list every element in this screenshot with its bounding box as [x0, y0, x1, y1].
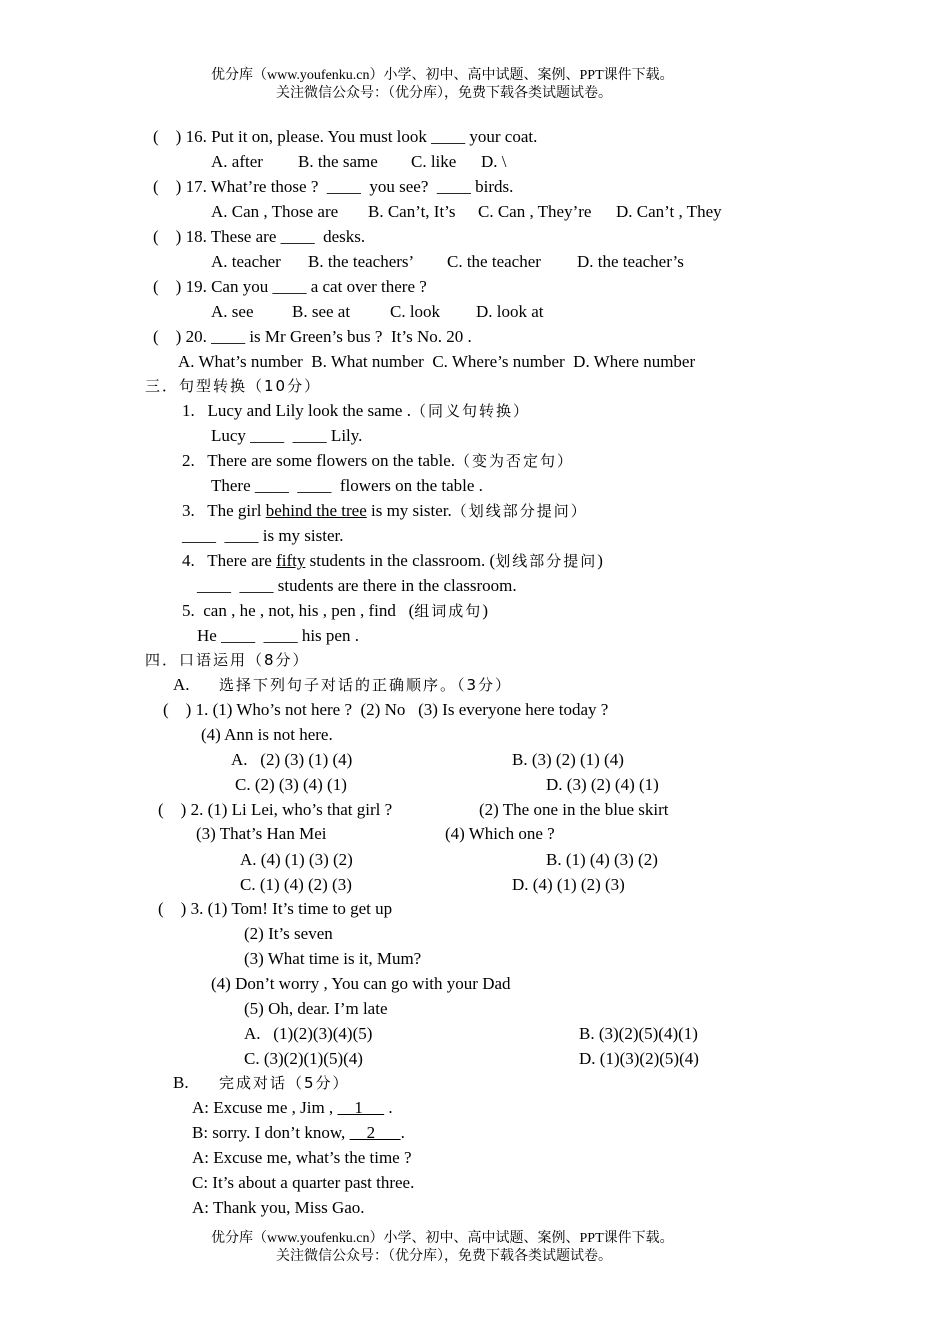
s4-q2-option-a: A. (4) (1) (3) (2) [240, 850, 353, 869]
q20-stem: ( ) 20. ____ is Mr Green’s bus ? It’s No. 20 . [153, 327, 472, 346]
q16-option-a: A. after [211, 152, 263, 171]
q18-option-b: B. the teachers’ [308, 252, 415, 271]
s3-q3-answer: ____ ____ is my sister. [182, 526, 344, 545]
s4-part-a-letter: A. [173, 675, 190, 694]
s4-q2-option-b: B. (1) (4) (3) (2) [546, 850, 658, 869]
q16-option-b: B. the same [298, 152, 378, 171]
s4-q3-sentence-2: (2) It’s seven [244, 924, 333, 943]
s4-q2-line-2b: (4) Which one ? [445, 824, 555, 843]
s3-q1-line [182, 401, 530, 421]
s4-part-a-title: 选择下列句子对话的正确顺序。（3分） [219, 676, 513, 694]
footer-line-2: 关注微信公众号：（优分库），免费下载各类试题试卷。 [276, 1249, 612, 1264]
q17-option-d: D. Can’t , They [616, 202, 722, 221]
q18-option-a: A. teacher [211, 252, 281, 271]
s3-q3-underlined: behind the tree [265, 501, 367, 520]
footer-line-1: 优分库（www.youfenku.cn）小学、初中、高中试题、案例、PPT课件下载。 [211, 1231, 674, 1246]
s4-q1-line-2: (4) Ann is not here. [201, 725, 333, 744]
s4-q2-line-1b: (2) The one in the blue skirt [479, 800, 669, 819]
dialog-line-2 [192, 1123, 405, 1143]
q17-option-c: C. Can , They’re [478, 202, 592, 221]
s3-q4-answer: ____ ____ students are there in the classroom. [197, 576, 517, 595]
s3-q2-answer: There ____ ____ flowers on the table . [211, 476, 483, 495]
s4-q3-option-a: A. (1)(2)(3)(4)(5) [244, 1024, 373, 1043]
s3-q1-instruction: （同义句转换） [410, 402, 530, 420]
s3-q4-instruction: 划线部分提问 [495, 552, 598, 570]
header-line-1: 优分库（www.youfenku.cn）小学、初中、高中试题、案例、PPT课件下载。 [211, 68, 674, 83]
q19-option-b: B. see at [292, 302, 351, 321]
q17-option-a: A. Can , Those are [211, 202, 339, 221]
dialog-line-1 [192, 1098, 393, 1118]
s4-q3-sentence-5: (5) Oh, dear. I’m late [244, 999, 388, 1018]
s4-q2-option-c: C. (1) (4) (2) (3) [240, 875, 352, 894]
s3-q3-text-post: is my sister. [366, 501, 452, 520]
s3-q3-instruction: （划线部分提问） [451, 502, 588, 520]
s4-q1-option-d: D. (3) (2) (4) (1) [546, 775, 659, 794]
s4-q2-line-1: ( ) 2. (1) Li Lei, who’s that girl ? [158, 800, 393, 819]
dialog-line-1-end: . [384, 1098, 393, 1117]
dialog-line-2-text: B: sorry. I don’t know, [192, 1123, 350, 1142]
s4-part-b-letter: B. [173, 1073, 189, 1092]
s3-q1-text: 1. Lucy and Lily look the same . [182, 401, 411, 420]
s4-q3-option-d: D. (1)(3)(2)(5)(4) [579, 1049, 699, 1068]
q19-option-c: C. look [390, 302, 441, 321]
s3-q5-paren-close: ) [482, 601, 488, 620]
s3-q2-line [182, 451, 574, 471]
s3-q2-text: 2. There are some flowers on the table. [182, 451, 456, 470]
s3-q3-line [182, 501, 588, 521]
dialog-line-3: A: Excuse me, what’s the time ? [192, 1148, 412, 1167]
q20-options: A. What’s number B. What number C. Where’s number D. Where number [178, 352, 696, 371]
s3-q4-text-post: students in the classroom. ( [305, 551, 496, 570]
s3-q5-line [182, 601, 488, 621]
s4-q1-option-c: C. (2) (3) (4) (1) [235, 775, 347, 794]
q17-option-b: B. Can’t, It’s [368, 202, 456, 221]
q18-stem: ( ) 18. These are ____ desks. [153, 227, 366, 246]
s4-q1-line-1: ( ) 1. (1) Who’s not here ? (2) No (3) Is everyone here today ? [163, 700, 609, 719]
dialog-line-4: C: It’s about a quarter past three. [192, 1173, 415, 1192]
s4-q3-option-b: B. (3)(2)(5)(4)(1) [579, 1024, 698, 1043]
header-line-2: 关注微信公众号：（优分库），免费下载各类试题试卷。 [276, 86, 612, 101]
s4-q3-option-c: C. (3)(2)(1)(5)(4) [244, 1049, 363, 1068]
s4-part-b-title: 完成对话（5分） [219, 1074, 350, 1092]
q16-option-c: C. like [411, 152, 457, 171]
s3-q4-line [182, 551, 603, 571]
q17-stem: ( ) 17. What’re those ? ____ you see? ____ birds. [153, 177, 514, 196]
s4-q3-line-1: ( ) 3. (1) Tom! It’s time to get up [158, 899, 393, 918]
section-3-title: 三．句型转换（10分） [145, 377, 322, 395]
dialog-line-2-end: . [400, 1123, 405, 1142]
dialog-blank-1: 1 [337, 1098, 385, 1117]
s3-q5-words: 5. can , he , not, his , pen , find ( [182, 601, 415, 620]
q18-option-c: C. the teacher [447, 252, 541, 271]
s3-q4-text-pre: 4. There are [182, 551, 277, 570]
q19-option-a: A. see [211, 302, 254, 321]
s3-q4-underlined: fifty [276, 551, 306, 570]
s4-q1-option-a: A. (2) (3) (1) (4) [231, 750, 353, 769]
q19-option-d: D. look at [476, 302, 544, 321]
q16-stem: ( ) 16. Put it on, please. You must look ____ your coat. [153, 127, 538, 146]
s3-q2-instruction: （变为否定句） [455, 452, 575, 470]
s3-q5-instruction: 组词成句 [414, 602, 483, 620]
s3-q1-answer: Lucy ____ ____ Lily. [211, 426, 363, 445]
dialog-line-5: A: Thank you, Miss Gao. [192, 1198, 365, 1217]
dialog-blank-2: 2 [349, 1123, 401, 1142]
q18-option-d: D. the teacher’s [577, 252, 684, 271]
dialog-line-1-text: A: Excuse me , Jim , [192, 1098, 338, 1117]
s4-q1-option-b: B. (3) (2) (1) (4) [512, 750, 624, 769]
s3-q5-answer: He ____ ____ his pen . [197, 626, 359, 645]
s4-q2-line-2: (3) That’s Han Mei [196, 824, 327, 843]
q19-stem: ( ) 19. Can you ____ a cat over there ? [153, 277, 427, 296]
s3-q4-paren-close: ) [597, 551, 603, 570]
s4-q2-option-d: D. (4) (1) (2) (3) [512, 875, 625, 894]
section-4-title: 四．口语运用（8分） [145, 651, 310, 669]
s4-q3-sentence-3: (3) What time is it, Mum? [244, 949, 422, 968]
s4-q3-sentence-4: (4) Don’t worry , You can go with your Dad [211, 974, 511, 993]
s3-q3-text-pre: 3. The girl [182, 501, 266, 520]
q16-option-d: D. \ [481, 152, 507, 171]
